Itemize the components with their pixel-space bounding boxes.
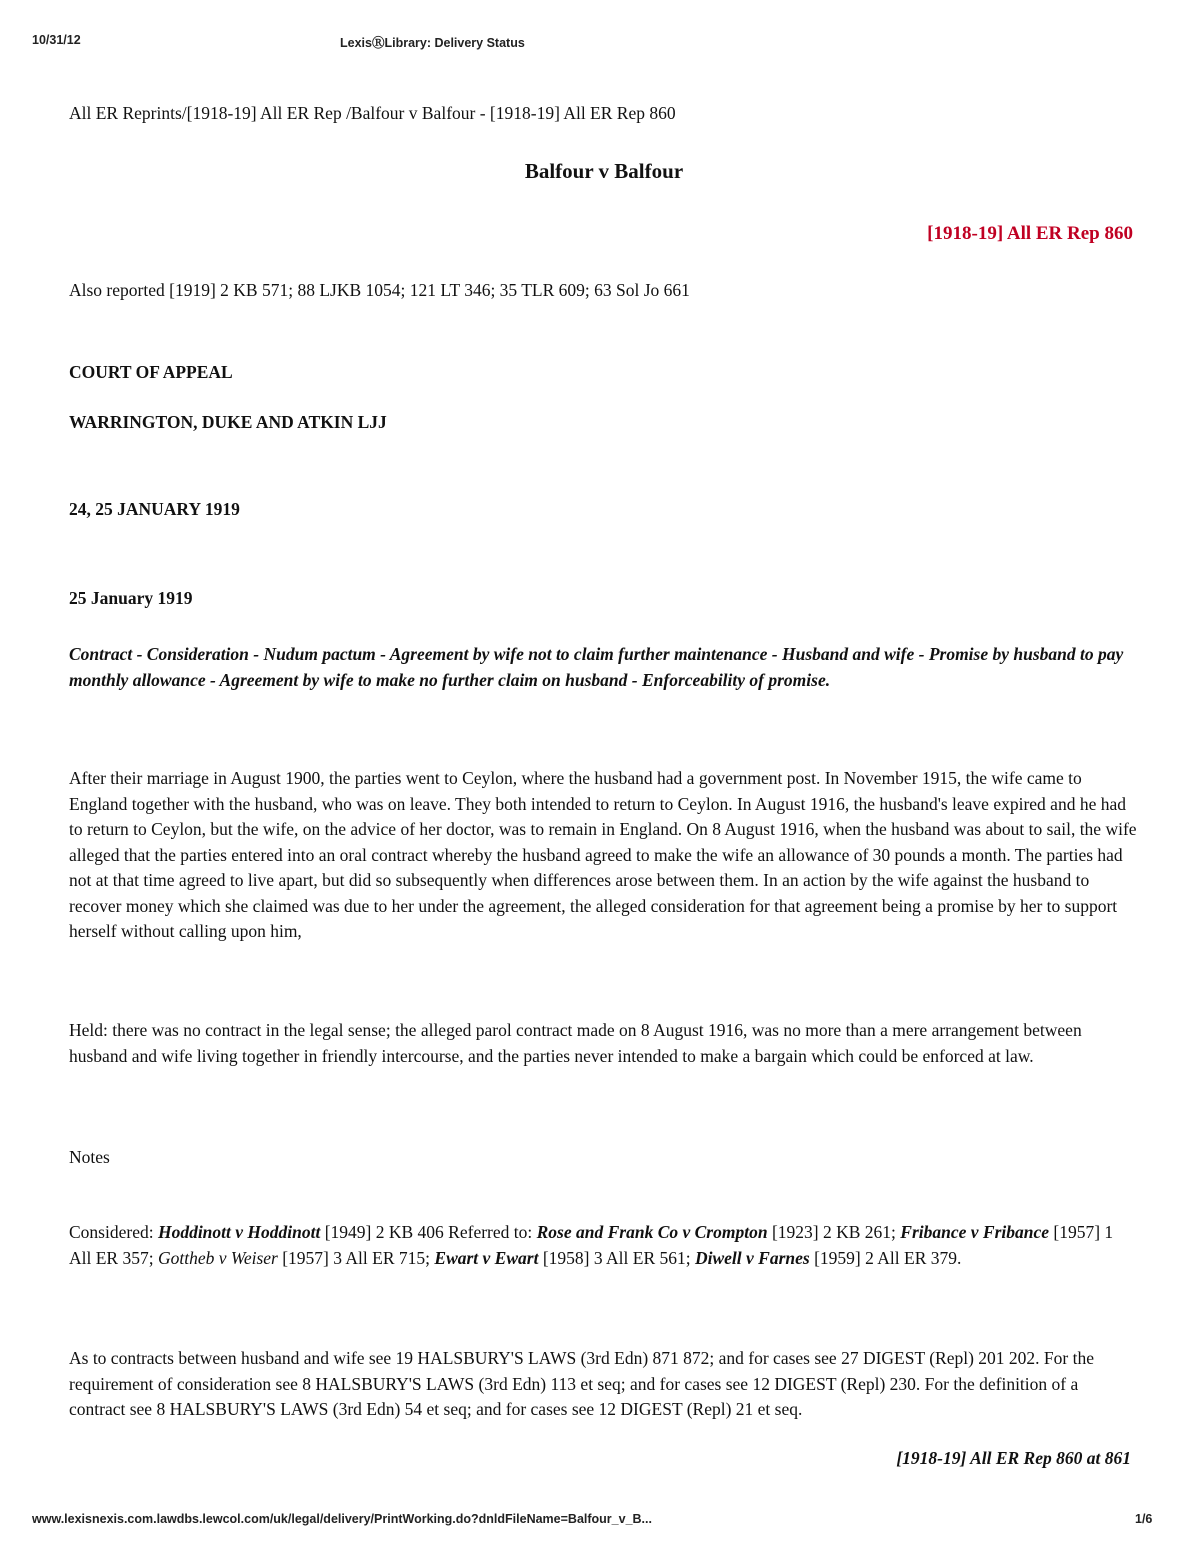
citation: [1918-19] All ER Rep 860: [927, 223, 1133, 244]
case-link-rose-frank[interactable]: Rose and Frank Co v Crompton: [536, 1222, 768, 1242]
print-page-title: LexisⓇLibrary: Delivery Status: [340, 36, 525, 50]
case-link-ewart[interactable]: Ewart v Ewart: [434, 1247, 539, 1268]
references-paragraph: As to contracts between husband and wife see 19 HALSBURY'S LAWS (3rd Edn) 871 872; and for cases see 27 DIGEST (Repl) 201 202. For the requirement of consideration see 8 HALSBURY'S LAWS (3rd Edn) 113 et seq; and for cases see 12 DIGEST (Repl) 230. For the definition of a contract see 8 HALSBURY'S LAWS (3rd Edn) 54 et seq; and for cases see 12 DIGEST (Repl) 21 et seq.: [69, 1348, 1094, 1419]
held-paragraph: Held: there was no contract in the legal sense; the alleged parol contract made on 8 August 1916, was no more than a mere arrangement between husband and wife living together in friendly intercourse, and the parties never intended to make a bargain which could be enforced at law.: [69, 1020, 1082, 1066]
case-link-gottheb[interactable]: Gottheb v Weiser: [157, 1247, 278, 1268]
judges: WARRINGTON, DUKE AND ATKIN LJJ: [69, 412, 387, 432]
page-url: www.lexisnexis.com.lawdbs.lewcol.com/uk/legal/delivery/PrintWorking.do?dnldFileName=Balfour_v_B...: [32, 1512, 652, 1526]
considered-text: [1958] 3 All ER 561;: [538, 1247, 695, 1268]
case-link-fribance[interactable]: Fribance v Fribance: [900, 1222, 1050, 1242]
considered-text: [1957] 1 All ER 357;: [69, 1222, 1114, 1268]
judgment-date: 25 January 1919: [69, 588, 193, 608]
hearing-dates: 24, 25 JANUARY 1919: [69, 499, 240, 519]
considered-text: [1923] 2 KB 261;: [767, 1222, 901, 1242]
considered-text: [1949] 2 KB 406 Referred to:: [320, 1222, 537, 1242]
case-link-hoddinott[interactable]: Hoddinott v Hoddinott: [157, 1222, 321, 1242]
considered-lead: Considered:: [69, 1222, 158, 1242]
court-name: COURT OF APPEAL: [69, 362, 233, 382]
print-header: [0, 33, 1200, 49]
case-title: Balfour v Balfour: [524, 159, 684, 183]
case-link-diwell[interactable]: Diwell v Farnes: [694, 1247, 810, 1268]
page-number: 1/6: [1135, 1512, 1153, 1526]
considered-text: [1959] 2 All ER 379.: [809, 1247, 962, 1268]
print-date: 10/31/12: [32, 33, 81, 47]
also-reported: Also reported [1919] 2 KB 571; 88 LJKB 1054; 121 LT 346; 35 TLR 609; 63 Sol Jo 661: [69, 280, 690, 300]
notes-heading: Notes: [69, 1147, 110, 1167]
facts-paragraph: After their marriage in August 1900, the parties went to Ceylon, where the husband had a government post. In November 1915, the wife came to England together with the husband, who was on leave. They both intended to return to Ceylon. In August 1916, the husband's leave expired and he had to return to Ceylon, but the wife, on the advice of her doctor, was to remain in England. On 8 August 1916, when the husband was about to sail, the wife alleged that the parties entered into an oral contract whereby the husband agreed to make the wife an allowance of 30 pounds a month. The parties had not at that time agreed to live apart, but did so subsequently when differences arose between them. In an action by the wife against the husband to recover money which she claimed was due to her under the agreement, the alleged consideration for that agreement being a promise by her to support herself without calling upon him,: [69, 768, 1137, 941]
breadcrumb: All ER Reprints/[1918-19] All ER Rep /Balfour v Balfour - [1918-19] All ER Rep 860: [69, 103, 676, 123]
print-footer: [0, 1512, 1200, 1528]
considered-cases: [69, 1220, 1137, 1271]
page-marker: [1918-19] All ER Rep 860 at 861: [896, 1448, 1131, 1468]
catchwords: Contract - Consideration - Nudum pactum - Agreement by wife not to claim further maintenance - Husband and wife - Promise by husband to pay monthly allowance - Agreement by wife to make no further claim on husband - Enforceability of promise.: [69, 644, 1124, 690]
considered-text: [1957] 3 All ER 715;: [277, 1247, 435, 1268]
